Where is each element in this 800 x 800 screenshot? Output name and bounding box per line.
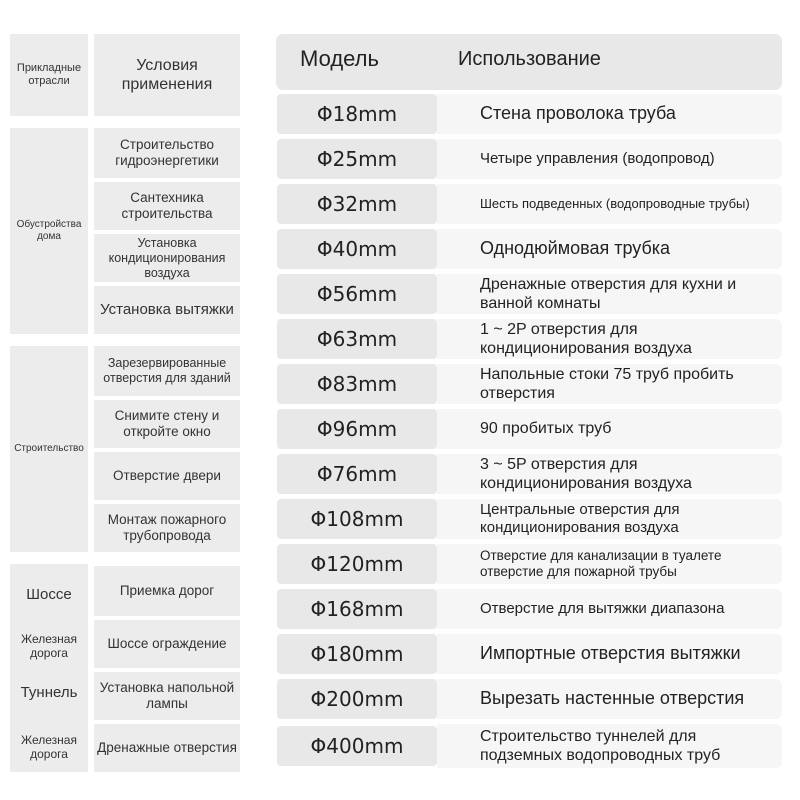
usage-cell: Шесть подведенных (водопроводные трубы): [480, 196, 750, 212]
usage-cell: Отверстие для канализации в туалете отверстие для пожарной трубы: [480, 547, 722, 579]
usage-cell: Импортные отверстия вытяжки: [480, 643, 741, 664]
group-label-home: Обустройства дома: [10, 128, 88, 334]
condition-item: Отверстие двери: [94, 452, 240, 500]
condition-item: Установка напольной лампы: [94, 672, 240, 720]
condition-item: Установка вытяжки: [94, 286, 240, 334]
usage-cell: Дренажные отверстия для кухни и ванной комнаты: [480, 275, 737, 312]
usage-cell: 3 ~ 5P отверстия для кондиционирования воздуха: [480, 455, 692, 492]
usage-cell: Стена проволока труба: [480, 103, 676, 124]
model-cell: Φ168mm: [277, 589, 437, 629]
model-cell: Φ32mm: [277, 184, 437, 224]
group-label-construction: Строительство: [10, 346, 88, 552]
header-model: Модель: [300, 46, 379, 71]
model-cell: Φ40mm: [277, 229, 437, 269]
header-conditions: Условия применения: [94, 34, 240, 116]
group-label-railway: Железная дорога: [21, 632, 77, 661]
condition-item: Сантехника строительства: [94, 182, 240, 230]
model-cell: Φ76mm: [277, 454, 437, 494]
condition-item: Строительство гидроэнергетики: [94, 128, 240, 178]
usage-cell: Четыре управления (водопровод): [480, 150, 715, 167]
header-industry: Прикладные отрасли: [10, 34, 88, 116]
group-label-tunnel: Туннель: [20, 684, 78, 701]
model-cell: Φ25mm: [277, 139, 437, 179]
model-cell: Φ83mm: [277, 364, 437, 404]
model-cell: Φ108mm: [277, 499, 437, 539]
usage-cell: Вырезать настенные отверстия: [480, 688, 745, 709]
model-cell: Φ18mm: [277, 94, 437, 134]
usage-cell: Однодюймовая трубка: [480, 238, 671, 259]
usage-cell: 90 пробитых труб: [480, 420, 612, 438]
model-cell: Φ56mm: [277, 274, 437, 314]
group-label-highway: Шоссе: [26, 586, 72, 603]
usage-cell: Отверстие для вытяжки диапазона: [480, 600, 725, 617]
usage-cell: Напольные стоки 75 труб пробить отверстия: [480, 365, 734, 402]
condition-item: Монтаж пожарного трубопровода: [94, 504, 240, 552]
usage-cell: Центральные отверстия для кондиционирования воздуха: [480, 501, 680, 536]
condition-item: Зарезервированные отверстия для зданий: [94, 346, 240, 396]
condition-item: Установка кондиционирования воздуха: [94, 234, 240, 282]
model-cell: Φ63mm: [277, 319, 437, 359]
header-usage: Использование: [458, 48, 601, 70]
usage-cell: 1 ~ 2P отверстия для кондиционирования воздуха: [480, 320, 692, 357]
model-cell: Φ120mm: [277, 544, 437, 584]
model-cell: Φ400mm: [277, 726, 437, 766]
condition-item: Дренажные отверстия: [94, 724, 240, 772]
condition-item: Приемка дорог: [94, 566, 240, 616]
group-label-railway-2: Железная дорога: [21, 733, 77, 762]
model-cell: Φ180mm: [277, 634, 437, 674]
condition-item: Шоссе ограждение: [94, 620, 240, 668]
model-cell: Φ96mm: [277, 409, 437, 449]
model-cell: Φ200mm: [277, 679, 437, 719]
condition-item: Снимите стену и откройте окно: [94, 400, 240, 448]
usage-cell: Строительство туннелей для подземных водопроводных труб: [480, 727, 721, 764]
